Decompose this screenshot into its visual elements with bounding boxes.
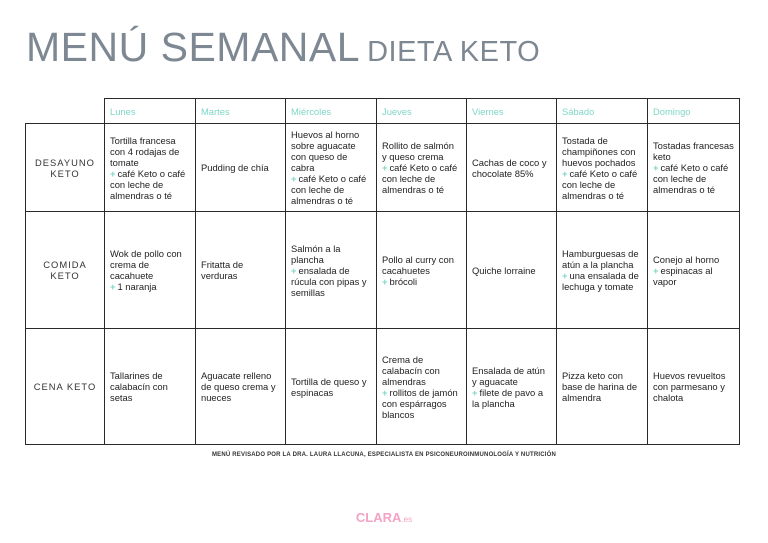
menu-cell [648, 212, 740, 329]
menu-item-extra [382, 276, 461, 287]
menu-item [653, 140, 734, 162]
menu-item-text: Pudding de chía [201, 162, 269, 173]
logo-brand: CLARA [355, 510, 402, 525]
menu-item [201, 370, 280, 403]
menu-cell [105, 329, 196, 445]
menu-item-extra [562, 270, 642, 292]
plus-icon: + [291, 173, 297, 184]
menu-cell [196, 329, 286, 445]
day-header-miercoles: Miércoles [286, 99, 377, 124]
plus-icon: + [472, 386, 478, 398]
menu-cell [196, 212, 286, 329]
footer-note: MENÚ REVISADO POR LA DRA. LAURA LLACUNA, ESPECIALISTA EN PSICONEUROINMUNOLOGÍA Y NUTRICIÓN [211, 452, 557, 458]
menu-cell [105, 212, 196, 329]
meal-row-comida [26, 212, 740, 329]
meal-label-text: CENA KETO [33, 381, 97, 392]
menu-item-extra [382, 162, 461, 195]
menu-item-extra [291, 265, 371, 298]
menu-item [110, 248, 190, 281]
menu-item-text: Tostada de champiñones con huevos pochados [562, 134, 636, 168]
menu-item-extra [562, 168, 642, 201]
menu-item-text: Wok de pollo con crema de cacahuete [110, 248, 182, 281]
menu-cell [557, 212, 648, 329]
menu-item-text: espinacas al vapor [653, 264, 713, 287]
meal-label-text: KETO [50, 167, 80, 179]
menu-item-text: café Keto o café con leche de almendras o té [653, 162, 729, 195]
weekly-menu-table [25, 98, 740, 445]
menu-item-text: Fritatta de verduras [201, 259, 244, 281]
menu-cell [557, 329, 648, 445]
logo-suffix: .es [401, 515, 413, 524]
meal-label-text: KETO [50, 270, 80, 281]
corner-cell [26, 99, 105, 124]
menu-cell [377, 212, 467, 329]
page-title [26, 24, 540, 71]
menu-item-text: Tortilla francesa con 4 rodajas de tomate [110, 134, 180, 168]
menu-item-text: ensalada de rúcula con pipas y semillas [291, 264, 367, 298]
menu-item [382, 140, 461, 162]
plus-icon: + [382, 386, 388, 398]
plus-icon: + [110, 281, 116, 292]
menu-item [110, 135, 190, 168]
menu-item-extra [382, 387, 461, 420]
menu-item-text: Aguacate relleno de queso crema y nueces [201, 370, 276, 403]
menu-item-text: Huevos al horno sobre aguacate con queso de cabra [291, 129, 360, 173]
menu-item [562, 248, 642, 270]
menu-item-text: 1 naranja [117, 281, 157, 292]
menu-cell [377, 124, 467, 212]
menu-item-text: Quiche lorraine [472, 264, 536, 276]
menu-cell [467, 124, 557, 212]
plus-icon: + [291, 264, 297, 276]
menu-item-text: Pizza keto con base de harina de almendra [562, 370, 638, 403]
day-header-martes: Martes [196, 99, 286, 124]
menu-item [472, 365, 551, 387]
title-main: MENÚ SEMANAL [26, 24, 361, 70]
day-header-jueves: Jueves [377, 99, 467, 124]
menu-cell [467, 329, 557, 445]
menu-item-extra [653, 265, 734, 287]
menu-item-extra [110, 281, 190, 292]
meal-row-desayuno [26, 124, 740, 212]
menu-item-text: Rollito de salmón y queso crema [382, 140, 454, 162]
day-header-lunes: Lunes [105, 99, 196, 124]
menu-item-text: Tostadas francesas keto [653, 140, 734, 162]
menu-item-extra [653, 162, 734, 195]
menu-item-text: una ensalada de lechuga y tomate [562, 270, 639, 292]
menu-item [562, 370, 642, 403]
menu-item [472, 265, 551, 276]
menu-item-text: Crema de calabacín con almendras [382, 353, 440, 387]
menu-item-text: filete de pavo a la plancha [472, 386, 544, 409]
menu-cell [196, 124, 286, 212]
plus-icon: + [562, 270, 568, 281]
menu-item [291, 129, 371, 173]
menu-item-extra [291, 173, 371, 206]
menu-item [201, 162, 280, 173]
menu-item-text: café Keto o café con leche de almendras o té [382, 162, 458, 195]
menu-item-text: café Keto o café con leche de almendras o té [291, 173, 367, 206]
day-header-domingo: Domingo [648, 99, 740, 124]
menu-item-text: Huevos revueltos con parmesano y chalota [653, 370, 726, 403]
header-row [26, 99, 740, 124]
menu-item-extra [110, 168, 190, 201]
menu-item [382, 354, 461, 387]
meal-label-cena [26, 329, 105, 445]
meal-label-text: COMIDA [43, 259, 87, 270]
menu-item-text: Hamburguesas de atún a la plancha [562, 248, 639, 270]
meal-row-cena [26, 329, 740, 445]
menu-item-text: café Keto o café con leche de almendras o té [110, 167, 186, 201]
menu-item-text: Ensalada de atún y aguacate [472, 364, 545, 387]
menu-item [110, 370, 190, 403]
menu-item-text: brócoli [389, 275, 418, 287]
menu-item-text: Conejo al horno [653, 253, 720, 265]
menu-cell [648, 329, 740, 445]
plus-icon: + [382, 275, 388, 287]
menu-item [291, 376, 371, 398]
day-header-sabado: Sábado [557, 99, 648, 124]
meal-label-desayuno [26, 124, 105, 212]
day-header-viernes: Viernes [467, 99, 557, 124]
plus-icon: + [653, 264, 659, 276]
menu-item-text: Salmón a la plancha [291, 242, 341, 265]
plus-icon: + [382, 162, 388, 173]
plus-icon: + [562, 167, 568, 179]
menu-cell [377, 329, 467, 445]
plus-icon: + [653, 162, 659, 173]
menu-item [382, 254, 461, 276]
clara-logo [0, 510, 768, 525]
plus-icon: + [110, 167, 116, 179]
menu-item-text: rollitos de jamón con espárragos blancos [382, 386, 458, 420]
menu-cell [286, 329, 377, 445]
title-sub: DIETA KETO [367, 36, 541, 68]
menu-item [562, 135, 642, 168]
menu-cell [286, 124, 377, 212]
menu-cell [105, 124, 196, 212]
meal-label-text: DESAYUNO [35, 156, 95, 168]
menu-cell [467, 212, 557, 329]
menu-item-text: Tortilla de queso y espinacas [291, 375, 367, 398]
menu-item-text: Tallarines de calabacín con setas [110, 370, 168, 403]
menu-cell [557, 124, 648, 212]
menu-item [653, 370, 734, 403]
menu-item-extra [472, 387, 551, 409]
menu-item [472, 157, 551, 179]
menu-cell [648, 124, 740, 212]
menu-item-text: Pollo al curry con cacahuetes [382, 253, 454, 276]
menu-item [653, 254, 734, 265]
menu-item [201, 259, 280, 281]
menu-item [291, 243, 371, 265]
menu-cell [286, 212, 377, 329]
menu-item-text: café Keto o café con leche de almendras o té [562, 167, 638, 201]
meal-label-comida [26, 212, 105, 329]
menu-item-text: Cachas de coco y chocolate 85% [472, 156, 547, 179]
